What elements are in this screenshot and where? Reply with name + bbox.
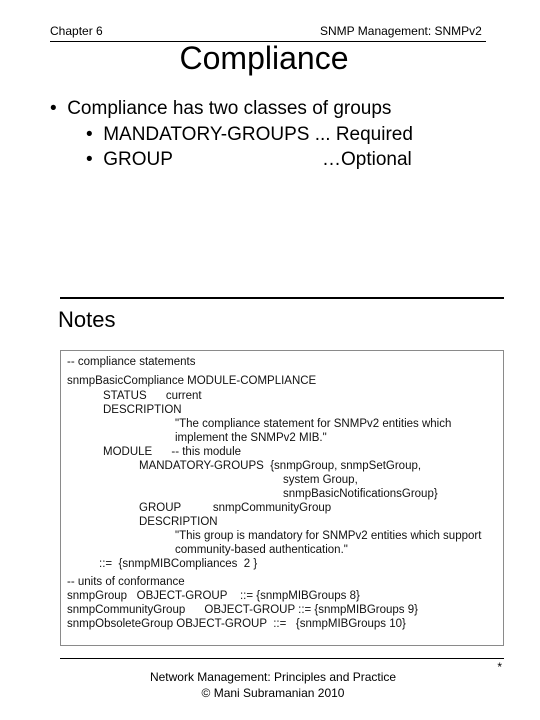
- code-line: MODULE -- this module: [103, 446, 242, 458]
- code-line: -- compliance statements: [67, 356, 196, 368]
- notes-label: Notes: [58, 307, 116, 332]
- footer-rule: [60, 658, 504, 659]
- code-line: "The compliance statement for SNMPv2 entities which: [175, 418, 452, 430]
- bullet-main: • Compliance has two classes of groups: [50, 98, 392, 119]
- bullet-mandatory: • MANDATORY-GROUPS ... Required: [86, 124, 413, 145]
- topic-label: SNMP Management: SNMPv2: [320, 24, 482, 38]
- bullet-group-optional: …Optional: [322, 149, 412, 170]
- code-line: snmpGroup OBJECT-GROUP ::= {snmpMIBGroups 8}: [67, 590, 360, 602]
- code-line: DESCRIPTION: [139, 516, 218, 528]
- slide-title: Compliance: [179, 40, 349, 76]
- notes-rule: [60, 297, 504, 299]
- code-line: "This group is mandatory for SNMPv2 entities which support: [175, 530, 482, 542]
- notes-code-panel: [60, 350, 504, 646]
- code-line: snmpCommunityGroup OBJECT-GROUP ::= {snmpMIBGroups 9}: [67, 604, 418, 616]
- code-line: DESCRIPTION: [103, 404, 182, 416]
- code-line: MANDATORY-GROUPS {snmpGroup, snmpSetGroup,: [139, 460, 422, 472]
- code-line: snmpObsoleteGroup OBJECT-GROUP ::= {snmpMIBGroups 10}: [67, 618, 406, 630]
- code-line: snmpBasicNotificationsGroup}: [283, 488, 438, 500]
- footer-slide-mark: *: [497, 660, 502, 674]
- code-line: -- units of conformance: [67, 576, 185, 588]
- footer-copyright: © Mani Subramanian 2010: [201, 686, 345, 700]
- code-line: snmpBasicCompliance MODULE-COMPLIANCE: [67, 375, 317, 387]
- footer-book-title: Network Management: Principles and Practice: [149, 670, 397, 684]
- chapter-label: Chapter 6: [50, 24, 103, 38]
- code-line: STATUS current: [103, 390, 202, 402]
- bullet-group: • GROUP: [86, 149, 173, 170]
- code-line: implement the SNMPv2 MIB.": [175, 432, 327, 444]
- code-line: system Group,: [283, 474, 358, 486]
- code-line: ::= {snmpMIBCompliances 2 }: [99, 558, 258, 570]
- code-line: community-based authentication.": [175, 544, 348, 556]
- code-line: GROUP snmpCommunityGroup: [139, 502, 332, 514]
